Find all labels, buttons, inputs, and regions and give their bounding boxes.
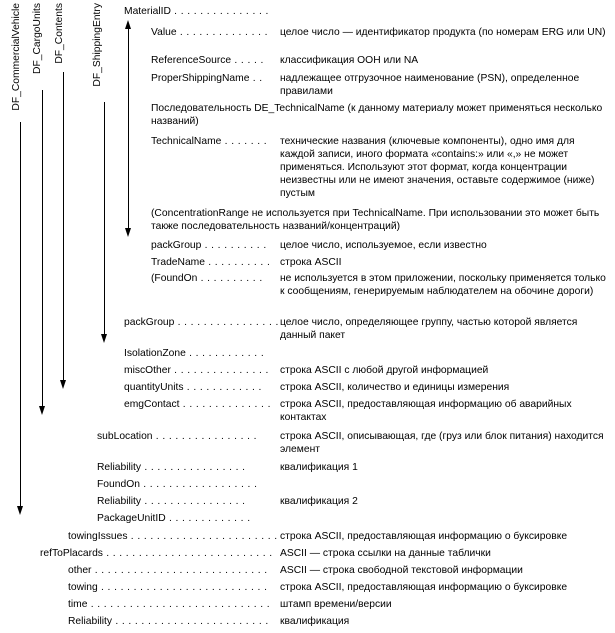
term-technical-name: TechnicalName . . . . . . .	[151, 136, 268, 147]
term-pack-group: packGroup . . . . . . . . . . . . . . . .	[124, 317, 279, 328]
desc-emg-contact: строка ASCII, предоставляющая информацию об аварийных контактах	[280, 399, 572, 423]
term-quantity-units: quantityUnits . . . . . . . . . . . .	[124, 382, 262, 393]
term-towing-issues: towingIssues . . . . . . . . . . . . . . . . . . . . . . .	[68, 531, 278, 542]
desc-towing-issues: строка ASCII, предоставляющая информацию о буксировке	[280, 531, 568, 542]
term-reference-source: ReferenceSource . . . . .	[151, 55, 264, 66]
term-emg-contact: emgContact . . . . . . . . . . . . . .	[124, 399, 271, 410]
term-found-on-inner: (FoundOn . . . . . . . . . .	[151, 273, 263, 284]
concentration-range-note: (ConcentrationRange не используется при TechnicalName. При использовании это может быть также последовательность названий/концентраций)	[151, 208, 600, 232]
contents-line	[63, 72, 64, 384]
shipping-entry-line	[104, 102, 105, 338]
term-ref-to-placards: refToPlacards . . . . . . . . . . . . . . . . . . . . . . . . . .	[40, 548, 273, 559]
term-misc-other: miscOther . . . . . . . . . . . . . . .	[124, 365, 269, 376]
desc-ref-to-placards: ASCII — строка ссылки на данные таблички	[280, 548, 491, 559]
term-value: Value . . . . . . . . . . . . . .	[151, 27, 268, 38]
term-other: other . . . . . . . . . . . . . . . . . . . . . . . . . . .	[68, 565, 268, 576]
term-time: time . . . . . . . . . . . . . . . . . . . . . . . . . . . .	[68, 599, 271, 610]
commercial-vehicle-arrow-icon	[17, 506, 23, 515]
term-material-id: MaterialID . . . . . . . . . . . . . . .	[124, 6, 269, 17]
term-package-unit-id: PackageUnitID . . . . . . . . . . . . .	[97, 513, 251, 524]
term-reliability-1: Reliability . . . . . . . . . . . . . . . .	[97, 462, 246, 473]
term-trade-name: TradeName . . . . . . . . . .	[151, 257, 271, 268]
term-isolation-zone: IsolationZone . . . . . . . . . . . .	[124, 348, 265, 359]
desc-reliability-2: квалификация 2	[280, 496, 358, 507]
desc-reliability: квалификация	[280, 616, 350, 627]
term-found-on: FoundOn . . . . . . . . . . . . . . . . . .	[97, 479, 258, 490]
sequence-technical-name-note: Последовательность DE_TechnicalName (к данному материалу может применяться несколько названий)	[151, 103, 603, 127]
desc-technical-name: технические названия (ключевые компоненты), одно имя для каждой записи, иного формата «contains:» или «,» не может применяться. Используют этот формат, когда концентрации неизвестны или не имеют значения, оставьте содержимое (ниже) пустым	[280, 136, 595, 199]
desc-trade-name: строка ASCII	[280, 257, 342, 268]
desc-misc-other: строка ASCII с любой другой информацией	[280, 365, 489, 376]
label-df-commercial-vehicle: DF_CommercialVehicle	[11, 3, 22, 111]
desc-found-on-inner: не используется в этом приложении, поскольку применяется только к сообщениям, генерируемым наблюдателем на обочине дороги)	[280, 273, 606, 297]
label-df-shipping-entry: DF_ShippingEntry	[92, 3, 103, 87]
shipping-entry-arrow-icon	[101, 334, 107, 343]
cargo-units-line	[42, 90, 43, 410]
desc-pack-group: целое число, определяющее группу, частью которой является данный пакет	[280, 317, 578, 341]
desc-proper-shipping-name: надлежащее отгрузочное наименование (PSN), определенное правилами	[280, 73, 580, 97]
term-sub-location: subLocation . . . . . . . . . . . . . . . .	[97, 431, 257, 442]
term-proper-shipping-name: ProperShippingName . .	[151, 73, 263, 84]
desc-pack-group-inner: целое число, используемое, если известно	[280, 240, 487, 251]
desc-sub-location: строка ASCII, описывающая, где (груз или блок питания) находится элемент	[280, 431, 604, 455]
label-df-contents: DF_Contents	[54, 3, 65, 64]
material-id-line	[128, 28, 129, 228]
desc-other: ASCII — строка свободной текстовой информации	[280, 565, 523, 576]
material-id-arrow-down-icon	[125, 228, 131, 237]
label-df-cargo-units: DF_CargoUnits	[32, 3, 43, 74]
desc-towing: строка ASCII, предоставляющая информацию о буксировке	[280, 582, 568, 593]
contents-arrow-icon	[60, 380, 66, 389]
term-reliability-2: Reliability . . . . . . . . . . . . . . . .	[97, 496, 246, 507]
term-reliability: Reliability . . . . . . . . . . . . . . . . . . . . . . . .	[68, 616, 269, 627]
cargo-units-arrow-icon	[39, 406, 45, 415]
term-pack-group-inner: packGroup . . . . . . . . . .	[151, 240, 267, 251]
desc-reference-source: классификация ООН или NA	[280, 55, 419, 66]
desc-quantity-units: строка ASCII, количество и единицы измерения	[280, 382, 510, 393]
desc-reliability-1: квалификация 1	[280, 462, 358, 473]
term-towing: towing . . . . . . . . . . . . . . . . . . . . . . . . . .	[68, 582, 268, 593]
commercial-vehicle-line	[20, 122, 21, 510]
desc-value: целое число — идентификатор продукта (по номерам ERG или UN)	[280, 27, 606, 38]
desc-time: штамп времени/версии	[280, 599, 392, 610]
